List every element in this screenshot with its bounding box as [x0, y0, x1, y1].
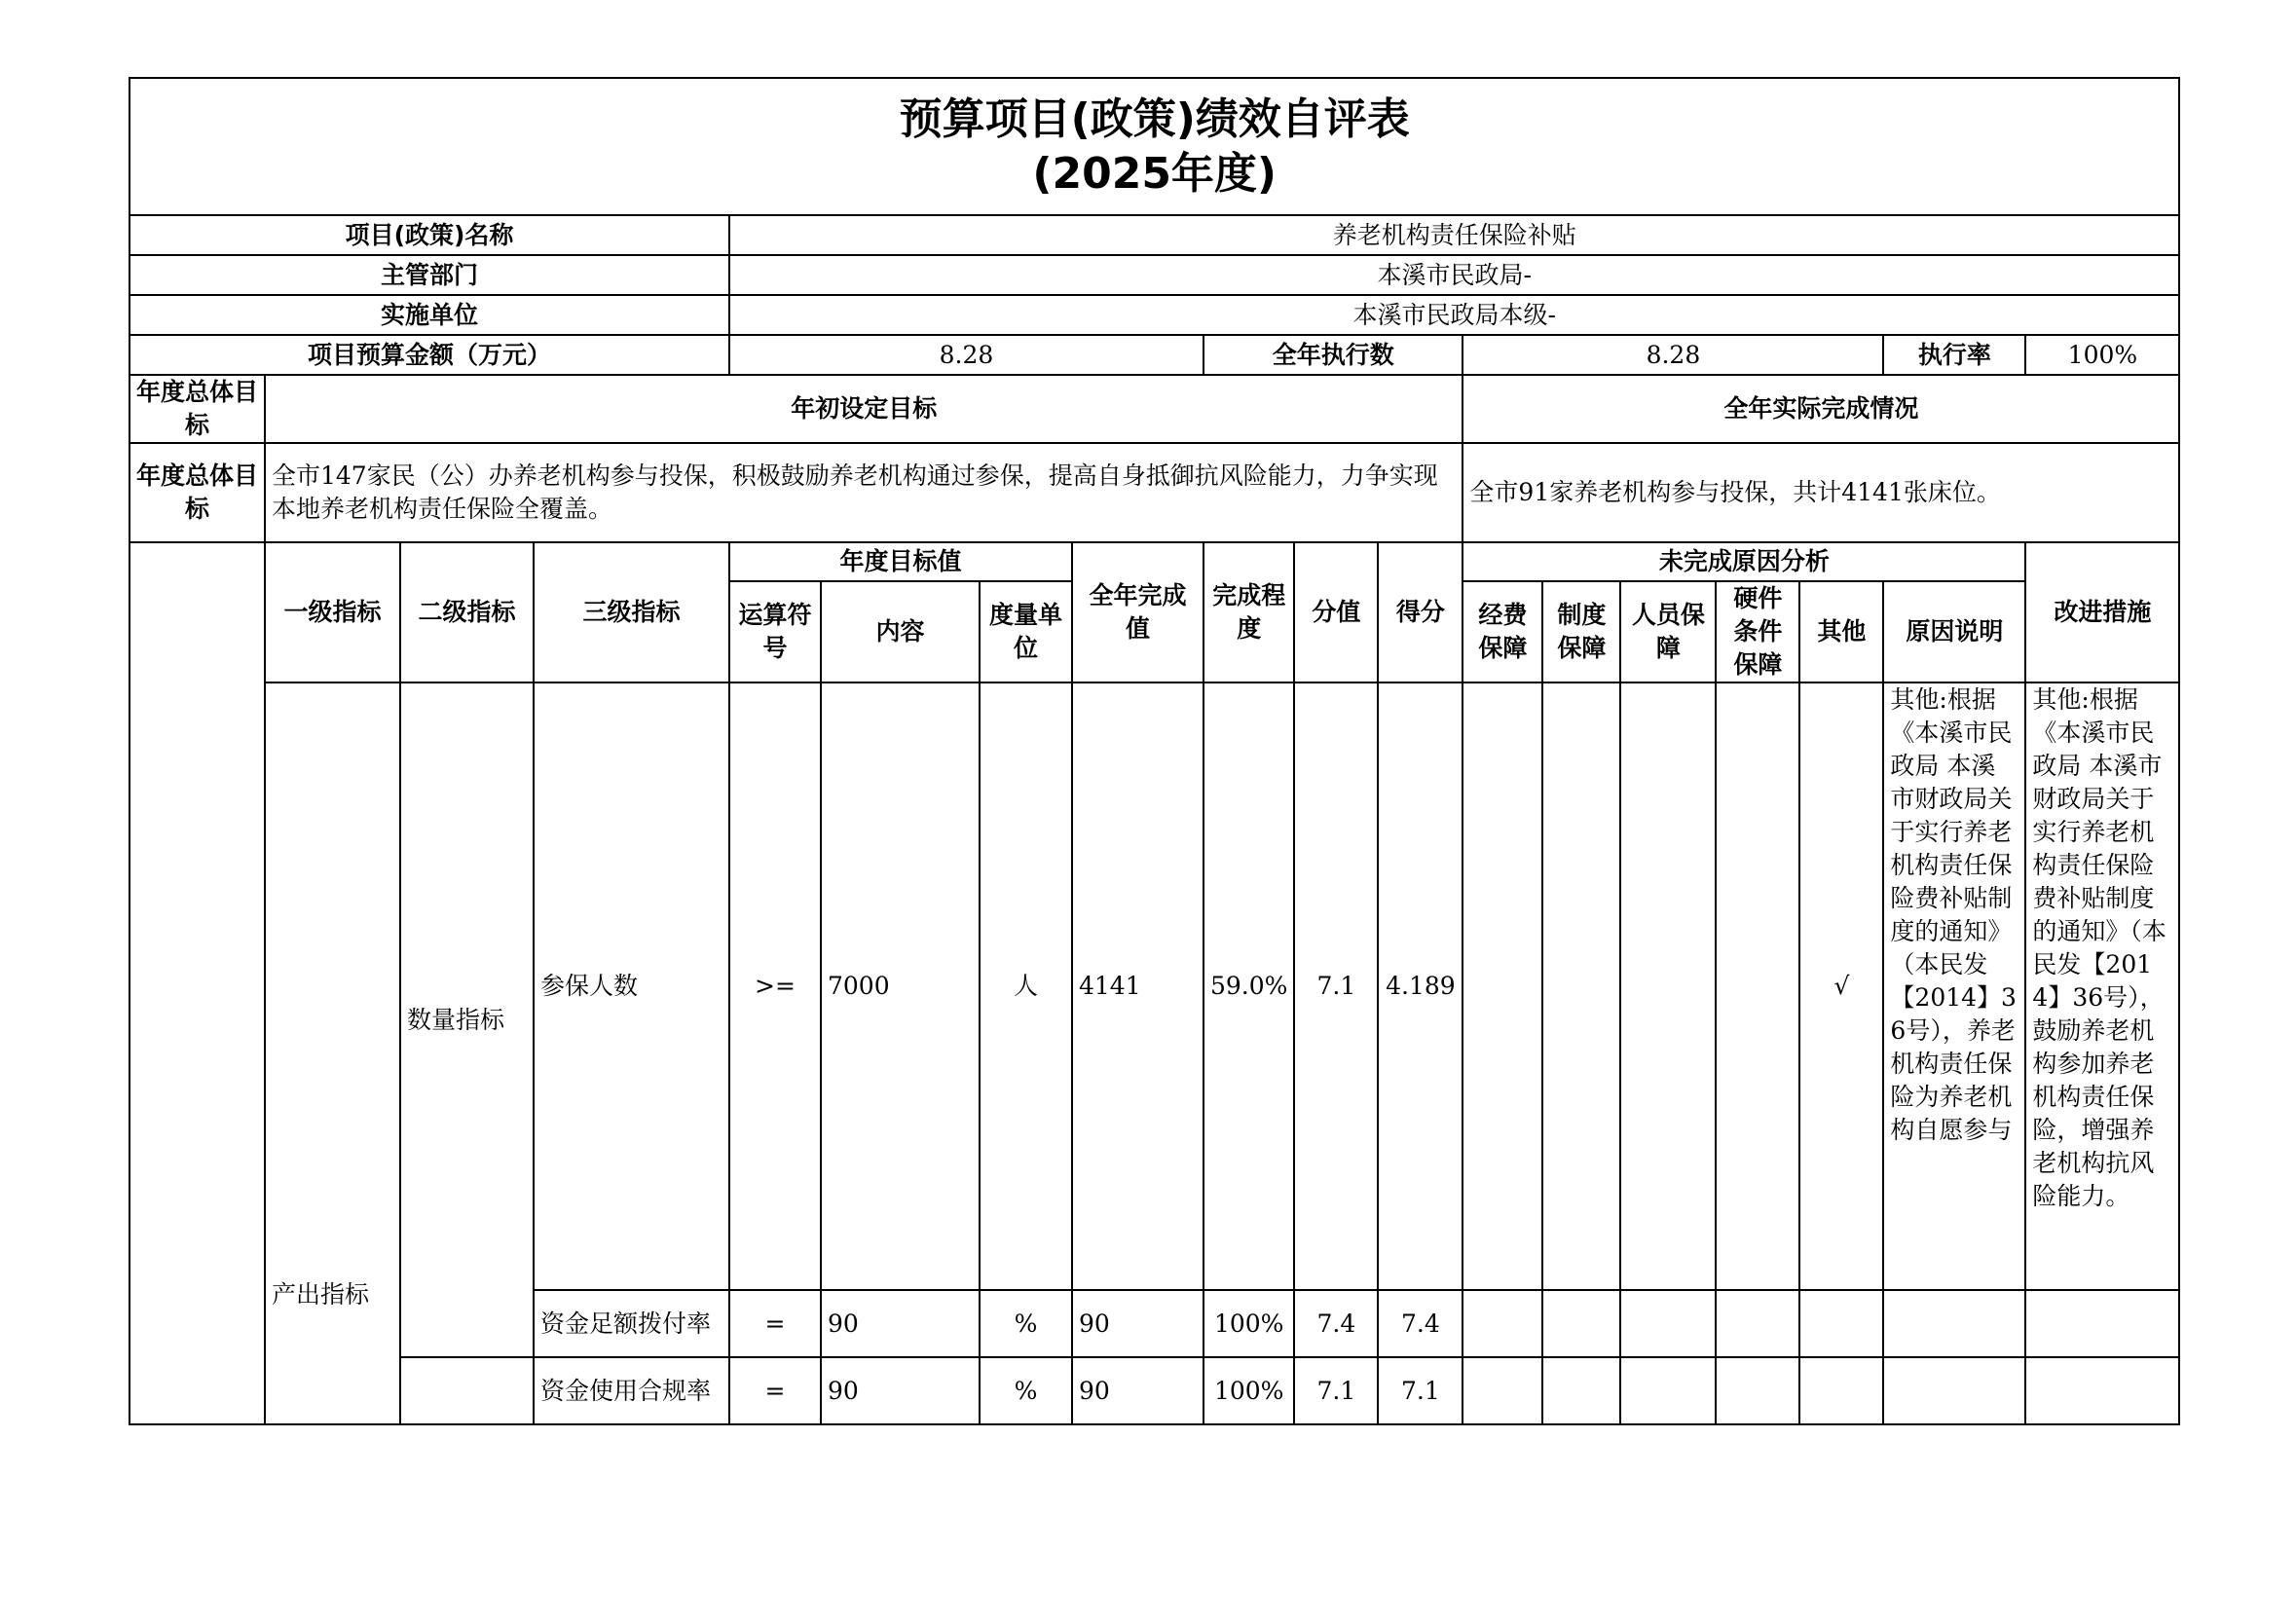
row3-r-sys [1542, 1357, 1620, 1424]
goal-actual-header: 全年实际完成情况 [1463, 375, 2179, 443]
indicator-section-cell [130, 542, 265, 1424]
row1-improve: 其他:根据《本溪市民政局 本溪市财政局关于实行养老机构责任保险费补贴制度的通知》（本民发【2014】36号），鼓励养老机构参加养老机构责任保险，增强养老机构抗风险能力。 [2025, 682, 2179, 1290]
goal-set-text: 全市147家民（公）办养老机构参与投保，积极鼓励养老机构通过参保，提高自身抵御抗风险能力，力争实现本地养老机构责任保险全覆盖。 [265, 443, 1463, 542]
row3-l3: 资金使用合规率 [534, 1357, 729, 1424]
row3-unit: % [980, 1357, 1072, 1424]
header-score: 分值 [1294, 542, 1378, 682]
row3-l2 [400, 1357, 534, 1424]
row2-content: 90 [821, 1290, 980, 1357]
row2-score: 7.4 [1294, 1290, 1378, 1357]
row2-l3: 资金足额拨付率 [534, 1290, 729, 1357]
exec-value: 8.28 [1463, 335, 1883, 375]
row3-r-other [1799, 1357, 1883, 1424]
header-unit: 度量单位 [980, 581, 1072, 682]
row3-degree: 100% [1204, 1357, 1294, 1424]
dept-label: 主管部门 [130, 255, 729, 295]
row3-content: 90 [821, 1357, 980, 1424]
row3-actual: 90 [1072, 1357, 1204, 1424]
row2-r-fund [1463, 1290, 1542, 1357]
project-name-value: 养老机构责任保险补贴 [729, 215, 2179, 255]
header-got: 得分 [1378, 542, 1463, 682]
row2-unit: % [980, 1290, 1072, 1357]
table-title-cell [130, 78, 2179, 215]
row1-r-sys [1542, 682, 1620, 1290]
row1-got: 4.189 [1378, 682, 1463, 1290]
header-r-sys: 制度保障 [1542, 581, 1620, 682]
budget-value: 8.28 [729, 335, 1204, 375]
header-r-fund: 经费保障 [1463, 581, 1542, 682]
row2-improve [2025, 1290, 2179, 1357]
row3-r-staff [1620, 1357, 1716, 1424]
row1-score: 7.1 [1294, 682, 1378, 1290]
row1-l3: 参保人数 [534, 682, 729, 1290]
row1-r-other: √ [1799, 682, 1883, 1290]
header-content: 内容 [821, 581, 980, 682]
row2-r-sys [1542, 1290, 1620, 1357]
row2-got: 7.4 [1378, 1290, 1463, 1357]
page-subtitle: (2025年度) [1032, 148, 1278, 199]
goal-label-2: 年度总体目标 [130, 443, 265, 542]
row1-actual: 4141 [1072, 682, 1204, 1290]
row3-score: 7.1 [1294, 1357, 1378, 1424]
header-degree: 完成程度 [1204, 542, 1294, 682]
row2-degree: 100% [1204, 1290, 1294, 1357]
project-name-label: 项目(政策)名称 [130, 215, 729, 255]
row3-got: 7.1 [1378, 1357, 1463, 1424]
rate-value: 100% [2025, 335, 2179, 375]
unit-value: 本溪市民政局本级- [729, 295, 2179, 335]
header-r-desc: 原因说明 [1883, 581, 2025, 682]
goal-label-1: 年度总体目标 [130, 375, 265, 443]
row1-r-desc: 其他:根据《本溪市民政局 本溪市财政局关于实行养老机构责任保险费补贴制度的通知》（本民发【2014】36号），养老机构责任保险为养老机构自愿参与 [1883, 682, 2025, 1290]
header-l2: 二级指标 [400, 542, 534, 682]
header-r-staff: 人员保障 [1620, 581, 1716, 682]
page-title: 预算项目(政策)绩效自评表 [899, 93, 1410, 144]
row1-op: >= [729, 682, 821, 1290]
row1-degree: 59.0% [1204, 682, 1294, 1290]
budget-label: 项目预算金额（万元） [130, 335, 729, 375]
row2-r-staff [1620, 1290, 1716, 1357]
header-op: 运算符号 [729, 581, 821, 682]
goal-set-header: 年初设定目标 [265, 375, 1463, 443]
row2-r-other [1799, 1290, 1883, 1357]
row3-r-fund [1463, 1357, 1542, 1424]
exec-label: 全年执行数 [1204, 335, 1463, 375]
goal-actual-text: 全市91家养老机构参与投保，共计4141张床位。 [1463, 443, 2179, 542]
row1-content: 7000 [821, 682, 980, 1290]
row1-unit: 人 [980, 682, 1072, 1290]
row2-r-desc [1883, 1290, 2025, 1357]
row3-op: = [729, 1357, 821, 1424]
header-l1: 一级指标 [265, 542, 400, 682]
row1-r-staff [1620, 682, 1716, 1290]
row2-actual: 90 [1072, 1290, 1204, 1357]
header-r-hw: 硬件条件保障 [1716, 581, 1799, 682]
row3-r-hw [1716, 1357, 1799, 1424]
header-l3: 三级指标 [534, 542, 729, 682]
header-r-other: 其他 [1799, 581, 1883, 682]
header-reason: 未完成原因分析 [1463, 542, 2025, 581]
dept-value: 本溪市民政局- [729, 255, 2179, 295]
l2-value: 数量指标 [400, 682, 534, 1357]
rate-label: 执行率 [1883, 335, 2025, 375]
self-evaluation-table [129, 77, 2180, 1425]
header-target: 年度目标值 [729, 542, 1072, 581]
header-actual: 全年完成值 [1072, 542, 1204, 682]
row2-r-hw [1716, 1290, 1799, 1357]
row1-r-fund [1463, 682, 1542, 1290]
row3-improve [2025, 1357, 2179, 1424]
row3-r-desc [1883, 1357, 2025, 1424]
row2-op: = [729, 1290, 821, 1357]
unit-label: 实施单位 [130, 295, 729, 335]
l1-value: 产出指标 [265, 682, 400, 1424]
header-improve: 改进措施 [2025, 542, 2179, 682]
row1-r-hw [1716, 682, 1799, 1290]
